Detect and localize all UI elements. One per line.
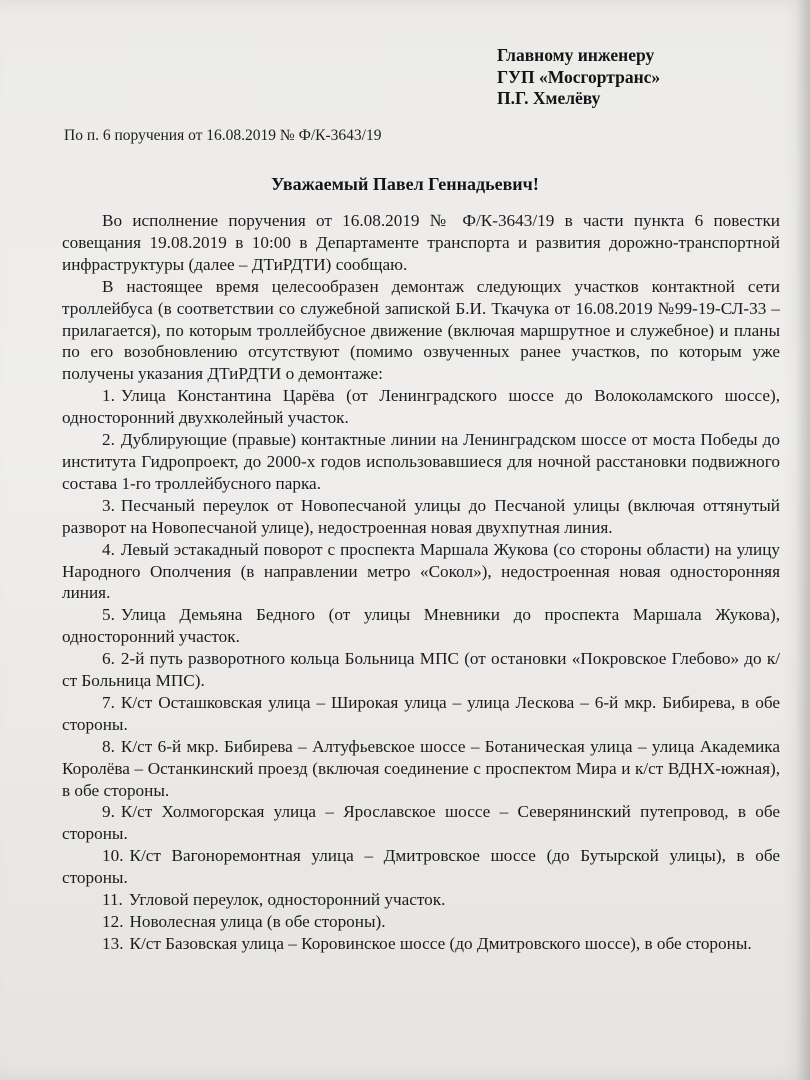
list-item	[62, 801, 780, 845]
list-item-text: К/ст Холмогорская улица – Ярославское шоссе – Северянинский путепровод, в обе стороны.	[62, 802, 780, 844]
list-item-number: 2.	[102, 430, 115, 450]
list-item-text: К/ст 6-й мкр. Бибирева – Алтуфьевское шоссе – Ботаническая улица – улица Академика Королёва – Останкинский проезд (включая соединение с проспектом Мира и к/ст ВДНХ-южная), в обе стороны.	[62, 736, 780, 800]
list-item	[62, 911, 780, 933]
addressee-block	[497, 45, 797, 110]
list-item-text: Угловой переулок, односторонний участок.	[128, 890, 446, 910]
list-item-text: 2-й путь разворотного кольца Больница МПС (от остановки «Покровское Глебово» до к/ст Больница МПС).	[62, 649, 780, 691]
list-item	[62, 736, 780, 802]
salutation: Уважаемый Павел Геннадьевич!	[271, 174, 539, 194]
list-item-text: К/ст Базовская улица – Коровинское шоссе (до Дмитровского шоссе), в обе стороны.	[129, 933, 752, 953]
list-item	[62, 539, 780, 605]
page-edge-shadow	[796, 0, 810, 1080]
addressee-line-3: П.Г. Хмелёву	[497, 88, 601, 108]
addressee-line-1: Главному инженеру	[497, 45, 655, 65]
list-item	[62, 845, 780, 889]
list-item	[62, 933, 780, 955]
list-item-number: 13.	[102, 933, 124, 953]
list-item	[62, 495, 780, 539]
list-item	[62, 604, 780, 648]
list-item-text: Улица Константина Царёва (от Ленинградского шоссе до Волоколамского шоссе), односторонний двухколейный участок.	[62, 386, 780, 428]
reference-line: По п. 6 поручения от 16.08.2019 № Ф/К-3643/19	[64, 127, 382, 144]
list-item-number: 10.	[102, 846, 124, 866]
list-item-text: Новолесная улица (в обе стороны).	[129, 912, 386, 931]
list-item-text: Левый эстакадный поворот с проспекта Маршала Жукова (со стороны области) на улицу Народного Ополчения (в направлении метро «Сокол»), недостроенная новая односторонняя линия.	[62, 539, 780, 603]
list-item-number: 6.	[102, 649, 115, 669]
list-item-number: 9.	[102, 802, 115, 822]
list-item-number: 4.	[102, 539, 115, 559]
list-item-number: 3.	[102, 495, 115, 515]
list-item-number: 7.	[102, 692, 115, 712]
list-item	[62, 692, 780, 736]
list-item-text: К/ст Вагоноремонтная улица – Дмитровское шоссе (до Бутырской улицы), в обе стороны.	[62, 846, 780, 888]
list-item	[62, 385, 780, 429]
list-item	[62, 648, 780, 692]
list-item-text: Песчаный переулок от Новопесчаной улицы до Песчаной улицы (включая оттянутый разворот на Новопесчаной улице), недостроенная новая двухпутная линия.	[62, 495, 780, 537]
letter-body	[62, 210, 780, 955]
list-item-number: 8.	[102, 736, 115, 756]
list-item-text: Улица Демьяна Бедного (от улицы Мневники до проспекта Маршала Жукова), односторонний участок.	[62, 605, 780, 647]
list-item-number: 11.	[102, 890, 123, 910]
list-item-number: 12.	[102, 912, 124, 931]
list-item	[62, 889, 780, 911]
list-item-number: 5.	[102, 605, 115, 625]
paragraph: В настоящее время целесообразен демонтаж следующих участков контактной сети троллейбуса (в соответствии со служебной запиской Б.И. Ткачука от 16.08.2019 №99-19-СЛ-33 – прилагается), по которым троллейбусное движение (включая маршрутное и служебное) и планы по его возобновлению отсутствуют (помимо озвученных ранее участков, по которым уже получены указания ДТиРДТИ о демонтаже:	[62, 276, 780, 384]
list-item-text: К/ст Осташковская улица – Широкая улица – улица Лескова – 6-й мкр. Бибирева, в обе стороны.	[62, 692, 780, 734]
list-item-text: Дублирующие (правые) контактные линии на Ленинградском шоссе от моста Победы до института Гидропроект, до 2000-х годов использовавшиеся для ночной расстановки подвижного состава 1-го троллейбусного парка.	[62, 430, 780, 493]
paragraph: Во исполнение поручения от 16.08.2019 № Ф/К-3643/19 в части пункта 6 повестки совещания 19.08.2019 в 10:00 в Департаменте транспорта и развития дорожно-транспортной инфраструктуры (далее – ДТиРДТИ) сообщаю.	[62, 211, 780, 274]
addressee-line-2: ГУП «Мосгортранс»	[497, 66, 661, 87]
list-item	[62, 429, 780, 495]
list-item-number: 1.	[102, 386, 115, 406]
